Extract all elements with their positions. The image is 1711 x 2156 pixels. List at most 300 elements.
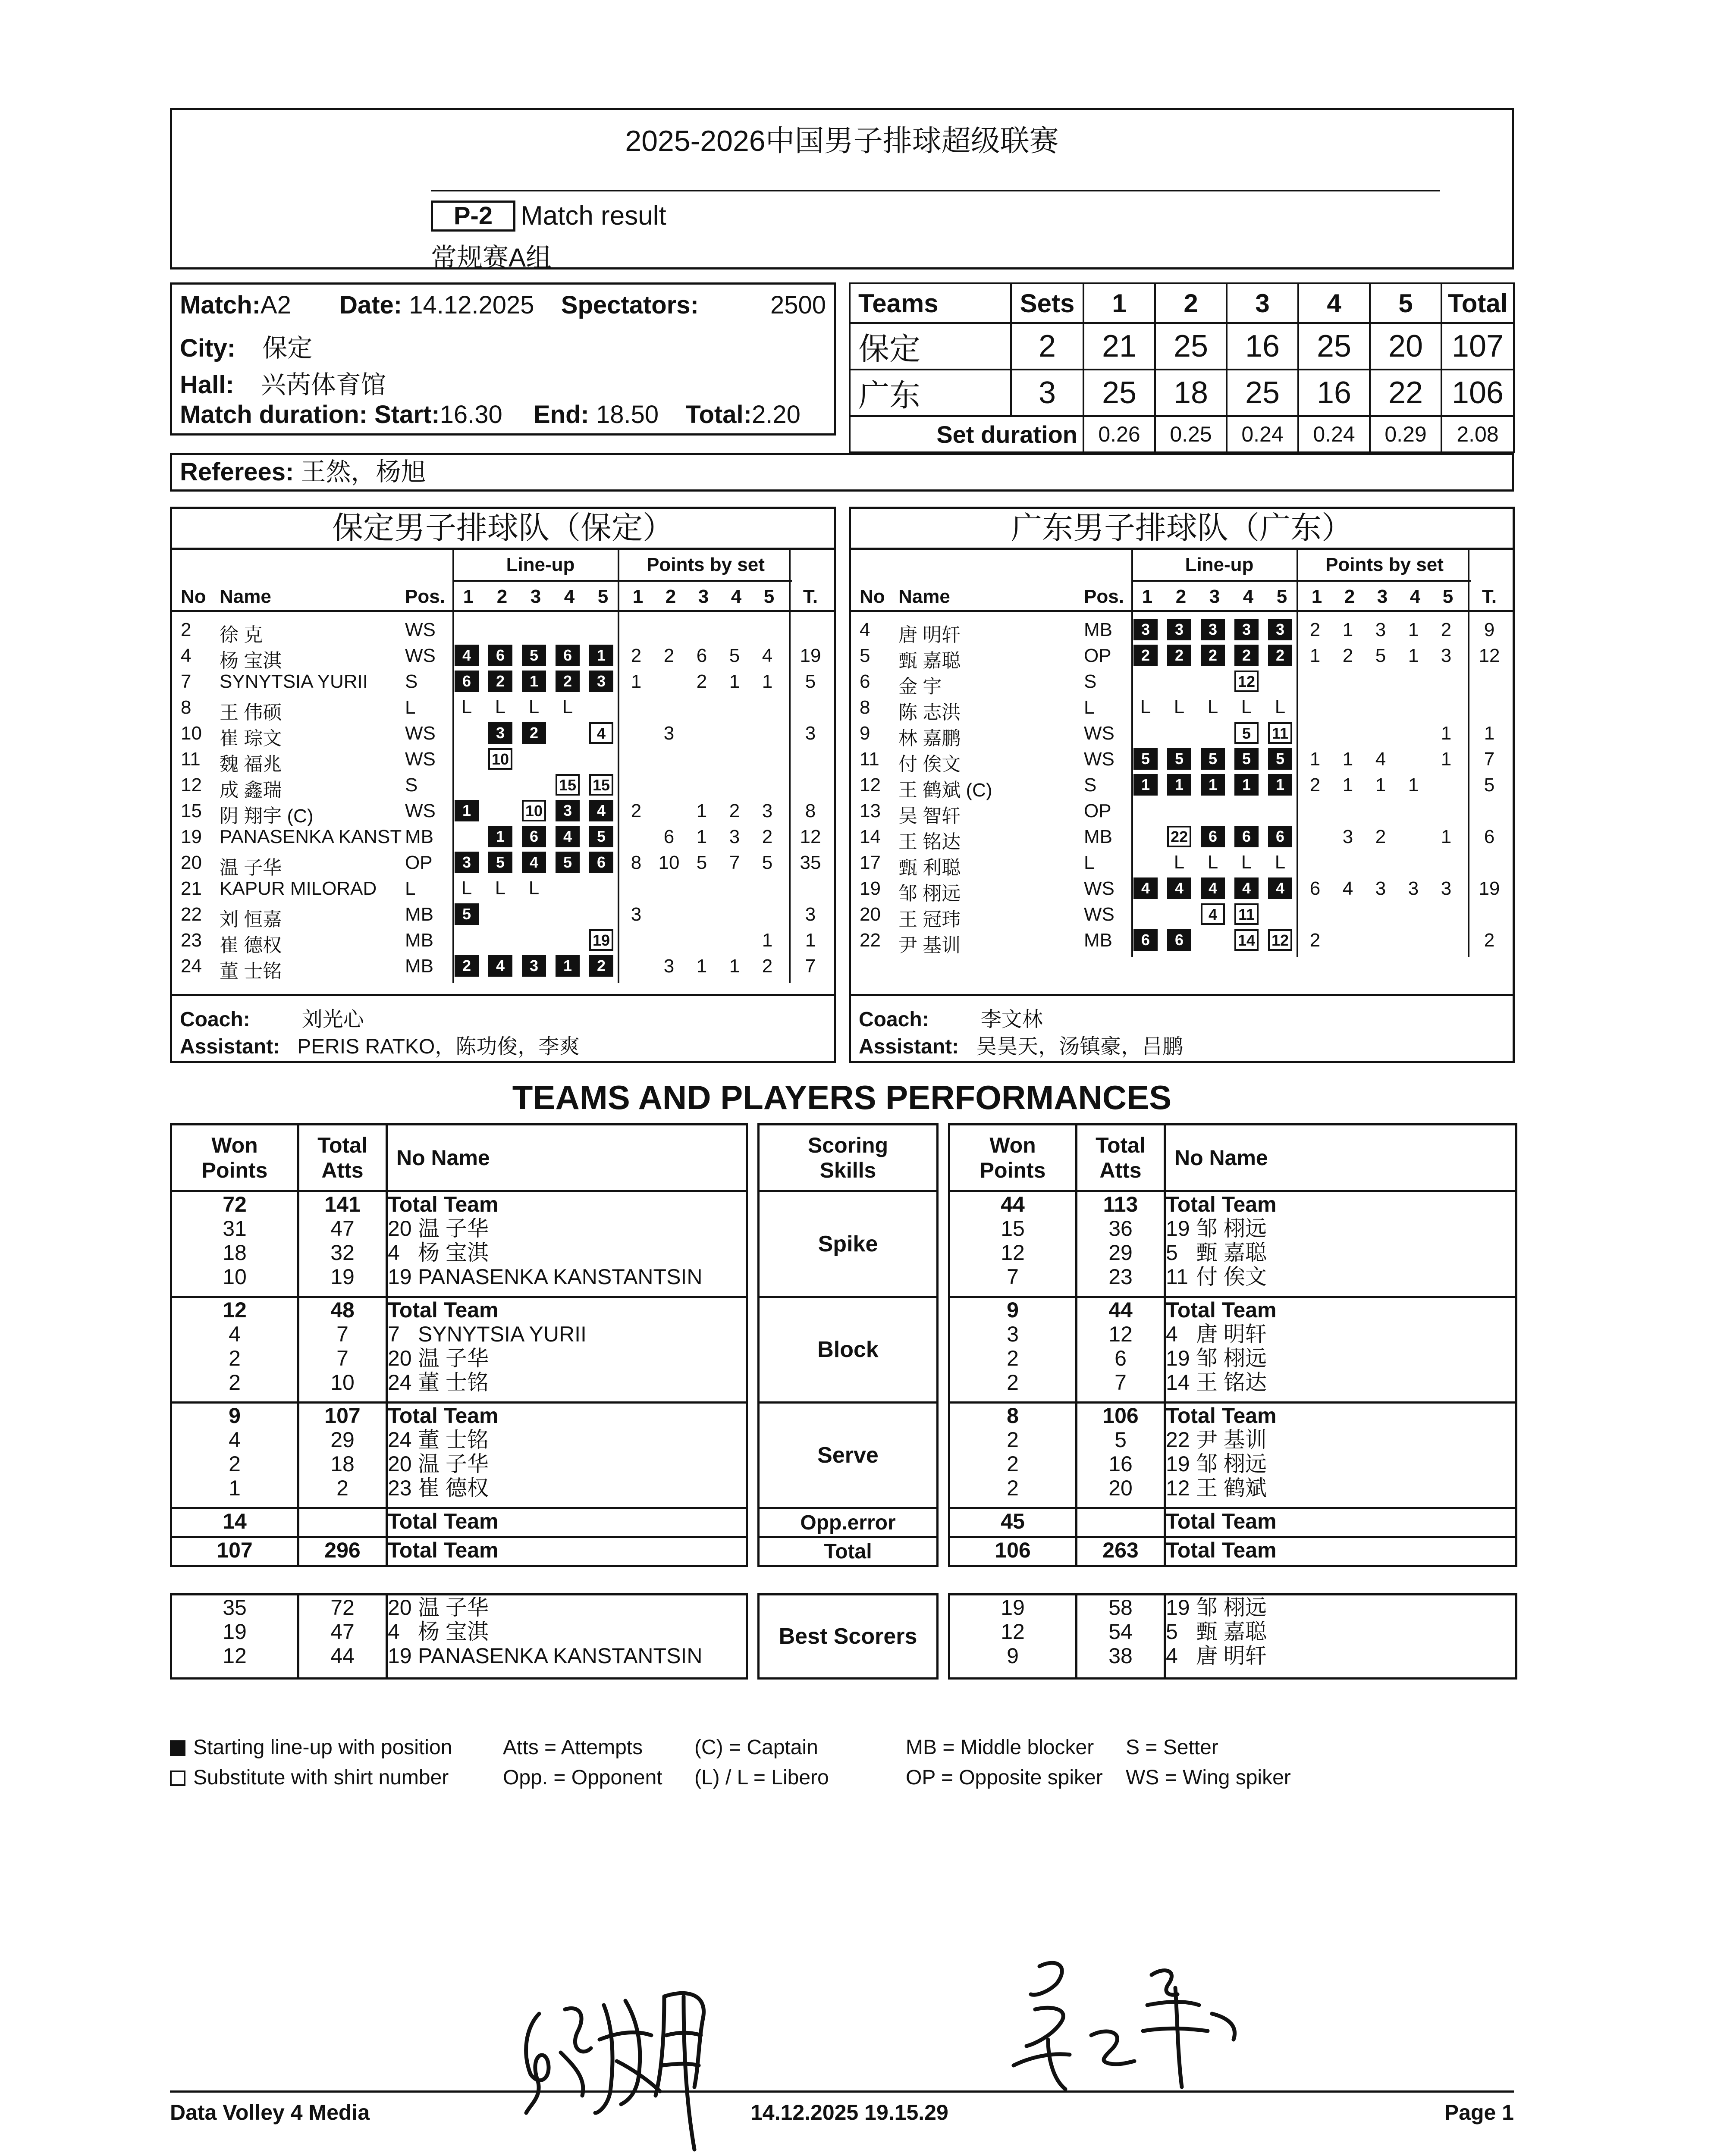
set-duration: 0.26	[1083, 416, 1155, 452]
player-total-points: 19	[1479, 878, 1500, 899]
lineup-start-position: 2	[488, 671, 512, 692]
lineup-libero: L	[1174, 852, 1185, 873]
score-set-points: 25	[1227, 370, 1298, 416]
set-points: 1	[1441, 826, 1452, 847]
won-points: 2	[1007, 1370, 1019, 1395]
player-row	[172, 901, 834, 930]
won-points: 7	[1007, 1265, 1019, 1289]
score-set-points: 22	[1370, 370, 1441, 416]
lineup-substitute: 5	[1234, 722, 1259, 744]
total-row	[171, 1537, 747, 1566]
lineup-start-position: 2	[1268, 645, 1292, 666]
col-points-set: 2	[665, 586, 676, 607]
score-table	[849, 282, 1515, 453]
lineup-start-position: 5	[1268, 748, 1292, 770]
lineup-start-position: 1	[589, 645, 613, 666]
best-attempts	[298, 1595, 387, 1679]
player-name: 甄 嘉聪	[1196, 1620, 1267, 1644]
points-by-set-head: Points by set	[618, 550, 792, 582]
col-lineup-set: 1	[1142, 586, 1153, 607]
player-name: 金 宇	[898, 676, 942, 697]
lineup-start-position: 3	[1234, 619, 1259, 640]
set-points: 3	[1408, 878, 1419, 899]
player-name: Total Team	[388, 1298, 499, 1322]
attempts-header	[1077, 1125, 1165, 1191]
player-number: 20	[388, 1346, 412, 1370]
city-line	[180, 328, 312, 364]
won-points: 44	[1001, 1192, 1025, 1216]
player-number: 6	[860, 671, 870, 692]
player-total-points: 1	[805, 930, 816, 951]
player-total-points: 35	[800, 852, 821, 873]
player-name: 甄 嘉聪	[898, 650, 961, 671]
footer-timestamp: 14.12.2025 19.15.29	[750, 2100, 948, 2125]
player-name: 邹 栩远	[1196, 1595, 1267, 1620]
skill-block-row	[949, 1191, 1516, 1297]
set-duration: 0.24	[1298, 416, 1370, 452]
total-duration-value: 2.20	[751, 401, 801, 429]
skill-block-row	[949, 1403, 1516, 1508]
player-total-points: 19	[800, 645, 821, 666]
player-entry	[1166, 1404, 1515, 1428]
player-entry	[388, 1241, 746, 1265]
footer-software: Data Volley 4 Media	[170, 2100, 370, 2125]
won-points: 2	[1007, 1452, 1019, 1476]
player-name: 董 士铭	[418, 1428, 489, 1452]
set-points: 1	[729, 671, 740, 692]
total-name: Total Team	[1165, 1537, 1516, 1566]
player-name: 阴 翔宇 (C)	[220, 805, 314, 827]
player-number: 19	[181, 826, 202, 847]
player-name: 徐 克	[220, 624, 263, 646]
lineup-start-position: 4	[522, 852, 546, 873]
won-points: 2	[229, 1370, 241, 1395]
player-entry	[1166, 1452, 1515, 1476]
total-attempts: 16	[1108, 1452, 1133, 1476]
player-position: L	[1084, 697, 1095, 718]
set-duration: 0.24	[1227, 416, 1298, 452]
end-value: 18.50	[596, 401, 659, 429]
total-attempts: 29	[1108, 1241, 1133, 1265]
col-points-set: 5	[763, 586, 775, 607]
legend-start	[170, 1736, 452, 1759]
atts-label: Atts	[321, 1158, 364, 1182]
total-won: 107	[171, 1537, 298, 1566]
best-scorers-label: Best Scorers	[759, 1595, 938, 1679]
lineup-libero: L	[528, 696, 540, 718]
player-row	[172, 927, 834, 956]
player-total-points: 9	[1484, 619, 1495, 640]
player-total-points: 3	[805, 723, 816, 744]
lineup-start-position: 1	[556, 955, 580, 977]
set-points: 1	[1342, 619, 1353, 640]
set-points: 3	[631, 904, 642, 925]
legend-mb: MB = Middle blocker	[906, 1736, 1094, 1759]
player-name: 付 俟文	[898, 754, 961, 775]
lineup-libero: L	[495, 696, 506, 718]
lineup-start-position: 1	[1201, 774, 1225, 796]
set-points: 4	[1375, 749, 1386, 770]
player-entry	[388, 1476, 746, 1500]
total-attempts: 12	[1108, 1322, 1133, 1346]
total-attempts: 32	[330, 1241, 355, 1265]
lineup-substitute: 10	[488, 748, 512, 770]
no-name-header	[387, 1125, 747, 1191]
col-lineup-set: 4	[1243, 586, 1254, 607]
player-block	[387, 1191, 747, 1297]
player-number: 22	[860, 930, 881, 951]
player-number: 12	[181, 774, 202, 796]
player-number: 4	[1166, 1644, 1178, 1668]
coach-separator	[851, 994, 1513, 996]
total-attempts: 107	[324, 1404, 361, 1428]
opp-error-row	[949, 1508, 1516, 1537]
lineup-substitute: 14	[1234, 929, 1259, 951]
city-label: City:	[180, 334, 235, 362]
player-name: 杨 宝淇	[418, 1241, 489, 1265]
performance-header-row	[949, 1125, 1516, 1191]
won-points: 19	[1001, 1595, 1025, 1620]
player-number: 19	[860, 878, 881, 899]
set-points: 2	[696, 671, 707, 692]
lineup-start-position: 6	[488, 645, 512, 666]
total-label: Total	[759, 1537, 938, 1566]
coach-line	[180, 1003, 841, 1032]
assistant-label: Assistant:	[180, 1035, 280, 1058]
won-points: 18	[223, 1241, 247, 1265]
set-points: 2	[1309, 930, 1321, 951]
score-row-home	[850, 323, 1514, 370]
total-attempts: 38	[1108, 1644, 1133, 1668]
lineup-libero: L	[1275, 696, 1286, 718]
set-points: 3	[1441, 645, 1452, 666]
total-attempts: 54	[1108, 1620, 1133, 1644]
skill-name: Spike	[759, 1191, 938, 1297]
league-title: 2025-2026中国男子排球超级联赛	[625, 125, 1059, 157]
player-entry	[388, 1620, 746, 1644]
player-number: 19	[388, 1265, 412, 1289]
player-row	[851, 772, 1513, 801]
score-set-points: 18	[1155, 370, 1227, 416]
best-scorers-row	[171, 1595, 747, 1679]
player-entry	[1166, 1241, 1515, 1265]
player-row	[851, 720, 1513, 749]
skill-name: Serve	[759, 1403, 938, 1508]
lineup-start-position: 3	[589, 671, 613, 692]
player-number: 11	[181, 749, 201, 770]
lineup-start-position: 2	[1201, 645, 1225, 666]
player-name: 邹 栩远	[898, 883, 961, 904]
player-number: 21	[181, 878, 202, 899]
total-name: Total Team	[387, 1537, 747, 1566]
score-row-away	[850, 370, 1514, 416]
lineup-start-position: 1	[1268, 774, 1292, 796]
player-entry	[1166, 1595, 1515, 1620]
set-duration: 0.25	[1155, 416, 1227, 452]
player-row	[851, 927, 1513, 956]
col-lineup-set: 2	[496, 586, 508, 607]
away-performance-table	[948, 1123, 1517, 1567]
col-no: No	[181, 586, 206, 607]
opp-error-row	[171, 1508, 747, 1537]
total-attempts: 6	[1115, 1346, 1127, 1370]
player-name: 杨 宝淇	[418, 1620, 489, 1644]
player-total-points: 1	[1484, 723, 1495, 744]
player-entry	[388, 1595, 746, 1620]
player-row	[172, 849, 834, 878]
won-points: 12	[1001, 1620, 1025, 1644]
attempts-block	[1077, 1403, 1165, 1508]
set-points: 2	[1309, 774, 1321, 796]
score-set-points: 25	[1298, 323, 1370, 370]
player-number: 4	[1166, 1322, 1178, 1346]
set-points: 1	[762, 671, 773, 692]
player-block	[1165, 1297, 1516, 1403]
skill-block-row	[171, 1191, 747, 1297]
lineup-start-position: 5	[556, 852, 580, 873]
player-position: MB	[405, 930, 433, 951]
skills-label: Skills	[819, 1158, 876, 1182]
atts-label: Atts	[1099, 1158, 1142, 1182]
total-row	[949, 1537, 1516, 1566]
won-points: 35	[223, 1595, 247, 1620]
no-name-label: No Name	[396, 1146, 490, 1170]
set-points: 3	[663, 723, 675, 744]
lineup-start-position: 6	[522, 826, 546, 847]
set-points: 1	[762, 930, 773, 951]
referees-value: 王然，杨旭	[301, 458, 426, 486]
player-name: Total Team	[1166, 1298, 1277, 1322]
performance-title: TEAMS AND PLAYERS PERFORMANCES	[512, 1078, 1172, 1116]
col-pos: Pos.	[405, 586, 445, 607]
player-row	[851, 617, 1513, 646]
match-code: A2	[260, 291, 291, 319]
col-points-set: 5	[1442, 586, 1454, 607]
lineup-start-position: 1	[1167, 774, 1191, 796]
won-points: 12	[223, 1298, 247, 1322]
legend-start-text: Starting line-up with position	[193, 1736, 452, 1759]
player-name: PANASENKA KANSTANTSIN	[418, 1644, 703, 1668]
lineup-start-position: 4	[1268, 877, 1292, 899]
lineup-substitute: 11	[1268, 722, 1292, 744]
player-column-headers	[851, 580, 1513, 612]
player-position: L	[405, 878, 416, 899]
set-points: 5	[1375, 645, 1386, 666]
player-entry	[1166, 1346, 1515, 1370]
set-points: 1	[696, 956, 707, 977]
player-row	[172, 772, 834, 801]
lineup-libero: L	[1140, 696, 1151, 718]
player-number: 22	[181, 904, 202, 925]
player-name: 王 铭达	[1196, 1370, 1267, 1395]
assistant-names: PERIS RATKO，陈功俊，李爽	[297, 1035, 580, 1058]
col-lineup-set: 2	[1175, 586, 1187, 607]
attempts-block	[298, 1403, 387, 1508]
score-header-set3: 3	[1227, 283, 1298, 323]
lineup-start-position: 6	[455, 671, 479, 692]
player-number: 10	[181, 723, 202, 744]
player-total-points: 5	[805, 671, 816, 692]
attempts-header	[298, 1125, 387, 1191]
lineup-start-position: 2	[1167, 645, 1191, 666]
score-header-set2: 2	[1155, 283, 1227, 323]
coach-name: 李文林	[980, 1008, 1043, 1031]
player-position: S	[405, 671, 418, 692]
team-title: 广东男子排球队（广东）	[851, 509, 1513, 550]
player-number: 2	[181, 619, 192, 640]
set-points: 2	[762, 956, 773, 977]
lineup-start-position: 3	[1201, 619, 1225, 640]
player-position: WS	[1084, 904, 1115, 925]
total-attempts: 10	[330, 1370, 355, 1395]
player-entry	[1166, 1476, 1515, 1500]
points-by-set-head: Points by set	[1297, 550, 1471, 582]
player-number: 8	[181, 697, 192, 718]
skills-column	[757, 1123, 939, 1567]
player-number: 19	[1166, 1595, 1190, 1620]
player-number: 20	[181, 852, 202, 873]
player-name: 崔 德权	[220, 935, 282, 956]
won-points: 4	[229, 1428, 241, 1452]
col-total: T.	[1482, 586, 1497, 607]
player-row	[851, 668, 1513, 697]
player-block	[387, 1403, 747, 1508]
player-name: 吴 智轩	[898, 805, 961, 827]
lineup-start-position: 1	[488, 826, 512, 847]
lineup-start-position: 1	[1133, 774, 1158, 796]
player-name: 刘 恒嘉	[220, 909, 282, 930]
opp-error-atts	[1077, 1508, 1165, 1537]
legend-op: OP = Opposite spiker	[906, 1766, 1103, 1789]
lineup-start-position: 6	[556, 645, 580, 666]
player-name: Total Team	[1166, 1404, 1277, 1428]
col-points-set: 2	[1344, 586, 1355, 607]
player-position: WS	[405, 619, 436, 640]
set-points: 5	[762, 852, 773, 873]
player-position: MB	[405, 904, 433, 925]
home-performance-table	[170, 1123, 748, 1567]
city-value: 保定	[262, 334, 313, 362]
player-name: 林 嘉鹏	[898, 728, 961, 749]
player-name: PANASENKA KANSTANTSIN	[418, 1265, 703, 1289]
player-row	[851, 824, 1513, 852]
opp-error-won: 14	[171, 1508, 298, 1537]
legend-sub	[170, 1766, 449, 1789]
spectators-value: 2500	[770, 291, 826, 319]
player-row	[851, 746, 1513, 775]
set-points: 1	[729, 956, 740, 977]
player-number: 24	[388, 1428, 412, 1452]
player-entry	[1166, 1644, 1515, 1668]
assistant-line	[859, 1030, 1520, 1059]
won-points: 2	[1007, 1476, 1019, 1500]
lineup-start-position: 1	[1234, 774, 1259, 796]
lineup-start-position: 5	[589, 826, 613, 847]
player-entry	[388, 1452, 746, 1476]
set-points: 3	[729, 826, 740, 847]
legend-ws: WS = Wing spiker	[1126, 1766, 1291, 1789]
lineup-substitute: 10	[522, 800, 546, 821]
total-attempts: 106	[1102, 1404, 1139, 1428]
player-number: 13	[860, 800, 881, 821]
score-set-points: 16	[1298, 370, 1370, 416]
set-points: 4	[1342, 878, 1353, 899]
player-number: 15	[181, 800, 202, 821]
set-points: 3	[1375, 619, 1386, 640]
lineup-substitute: 19	[589, 929, 613, 951]
player-number: 4	[388, 1241, 400, 1265]
lineup-start-position: 3	[1133, 619, 1158, 640]
opp-error-name: Total Team	[387, 1508, 747, 1537]
legend-libero: (L) / L = Libero	[694, 1766, 829, 1789]
total-won: 106	[949, 1537, 1077, 1566]
match-group: 常规赛A组	[431, 243, 552, 272]
player-name: KAPUR MILORAD	[220, 878, 377, 899]
lineup-substitute: 22	[1167, 826, 1191, 847]
lineup-start-position: 4	[556, 826, 580, 847]
player-name: PANASENKA KANST	[220, 826, 402, 847]
total-attempts: 7	[336, 1322, 348, 1346]
opp-error-name: Total Team	[1165, 1508, 1516, 1537]
away-best-scorers	[948, 1593, 1517, 1680]
player-number: 8	[860, 697, 870, 718]
date-label: Date:	[339, 291, 402, 319]
hall-value: 兴芮体育馆	[261, 371, 386, 399]
won-points-block	[949, 1403, 1077, 1508]
player-name: 邹 栩远	[1196, 1452, 1267, 1476]
total-attempts: 113	[1103, 1192, 1138, 1216]
col-points-set: 4	[731, 586, 742, 607]
hall-label: Hall:	[180, 371, 234, 399]
player-total-points: 12	[800, 826, 821, 847]
score-header-set4: 4	[1298, 283, 1370, 323]
set-points: 3	[762, 800, 773, 821]
player-name: 王 铭达	[898, 831, 961, 852]
col-points-set: 4	[1410, 586, 1421, 607]
score-set-points: 20	[1370, 323, 1441, 370]
lineup-start-position: 3	[522, 955, 546, 977]
end-label: End:	[533, 401, 589, 429]
performance-header-row	[171, 1125, 747, 1191]
player-name: 王 伟硕	[220, 702, 282, 723]
coach-line	[859, 1003, 1520, 1032]
lineup-substitute: 15	[556, 774, 580, 796]
player-number: 17	[860, 852, 881, 873]
lineup-substitute: 12	[1268, 929, 1292, 951]
col-name: Name	[898, 586, 950, 607]
player-row	[172, 617, 834, 646]
won-points: 9	[1007, 1298, 1019, 1322]
player-position: MB	[1084, 619, 1112, 640]
scoring-skills-header	[759, 1125, 938, 1191]
lineup-start-position: 6	[1201, 826, 1225, 847]
set-points: 1	[631, 671, 642, 692]
player-entry	[1166, 1298, 1515, 1322]
set-points: 1	[1441, 723, 1452, 744]
total-attempts: 58	[1108, 1595, 1133, 1620]
lineup-substitute: 15	[589, 774, 613, 796]
header-rule	[431, 190, 1440, 191]
col-lineup-set: 4	[564, 586, 575, 607]
total-attempts: 141	[324, 1192, 361, 1216]
no-name-header	[1165, 1125, 1516, 1191]
best-players	[387, 1595, 747, 1679]
player-position: OP	[1084, 645, 1111, 666]
won-points: 19	[223, 1620, 247, 1644]
lineup-libero: L	[495, 877, 506, 899]
set-points: 4	[762, 645, 773, 666]
lineup-libero: L	[1241, 852, 1252, 873]
